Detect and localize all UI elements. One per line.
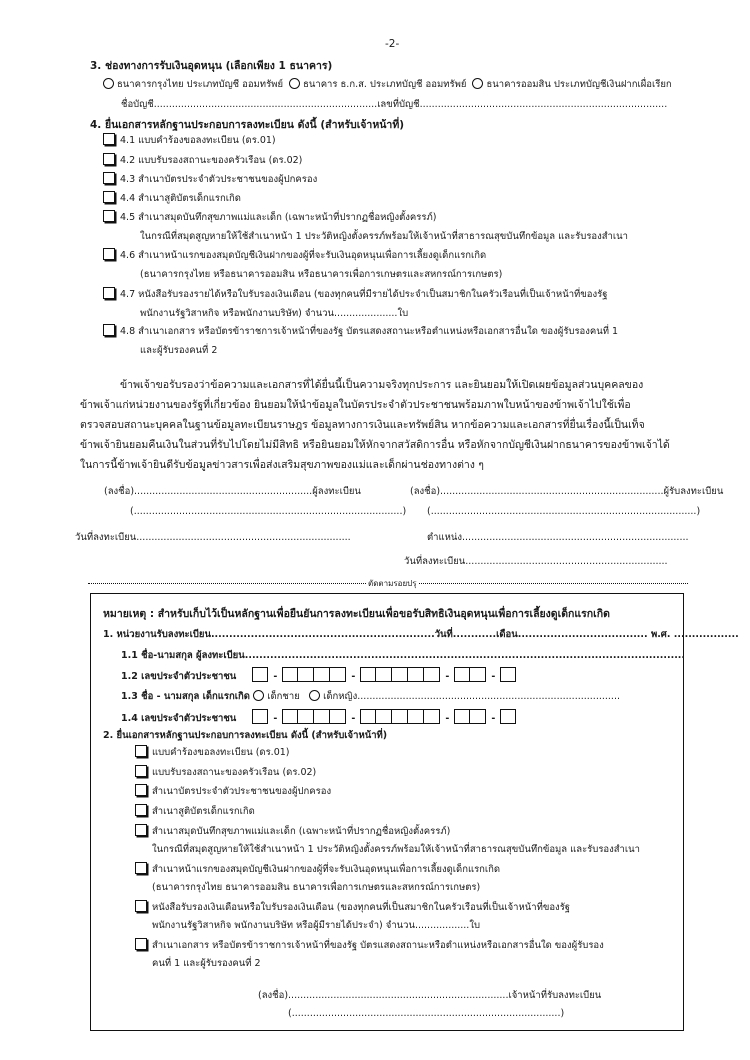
cut-line-label: ตัดตามรอยปรุ bbox=[368, 579, 417, 588]
receipt-doc-item[interactable]: แบบรับรองสถานะของครัวเรือน (ดร.02) bbox=[135, 765, 316, 780]
checkbox-icon[interactable] bbox=[103, 133, 115, 145]
id-digit-box[interactable] bbox=[252, 709, 268, 724]
id-digit-box[interactable] bbox=[376, 709, 392, 724]
bank-option-gsb[interactable]: ธนาคารออมสิน ประเภทบัญชีเงินฝากเผื่อเรียก bbox=[472, 79, 671, 90]
checkbox-icon[interactable] bbox=[135, 784, 147, 796]
id-digit-box[interactable] bbox=[330, 709, 346, 724]
doc-item[interactable]: 4.3 สำเนาบัตรประจำตัวประชาชนของผู้ปกครอง bbox=[103, 172, 317, 187]
doc-item[interactable]: 4.6 สำเนาหน้าแรกของสมุดบัญชีเงินฝากของผู้ที่จะรับเงินอุดหนุนเพื่อการเลี้ยงดูเด็กแรกเกิด bbox=[103, 248, 486, 263]
bank-option-baac[interactable]: ธนาคาร ธ.ก.ส. ประเภทบัญชี ออมทรัพย์ bbox=[289, 79, 466, 90]
radio-icon[interactable] bbox=[472, 78, 483, 89]
receipt-applicant-name[interactable]: 1.1 ชื่อ-นามสกุล ผู้ลงทะเบียน.......................................................................................................................... bbox=[121, 650, 686, 661]
id-digit-box[interactable] bbox=[392, 709, 408, 724]
bank-option-ktb[interactable]: ธนาคารกรุงไทย ประเภทบัญชี ออมทรัพย์ bbox=[103, 79, 283, 90]
radio-icon[interactable] bbox=[309, 690, 320, 701]
receipt-note: หมายเหตุ : สำหรับเก็บไว้เป็นหลักฐานเพื่อยืนยันการลงทะเบียนเพื่อขอรับสิทธิเงินอุดหนุนเพื่อการเลี้ยงดูเด็กแรกเกิด bbox=[103, 608, 610, 620]
id-digit-box[interactable] bbox=[408, 667, 424, 682]
declaration-line: ข้าพเจ้ายินยอมคืนเงินในส่วนที่รับไปโดยไม่มีสิทธิ หรือยินยอมให้หักจากสวัสดิการอื่น หรือหักจากบัญชีเงินฝากธนาคารของข้าพเจ้าได้ bbox=[80, 439, 670, 451]
id-digit-box[interactable] bbox=[314, 667, 330, 682]
receipt-doc-item[interactable]: แบบคำร้องขอลงทะเบียน (ดร.01) bbox=[135, 745, 290, 760]
officer-signature[interactable]: (ลงชื่อ)..........................................................................ผู้รับลงทะเบียน bbox=[410, 486, 724, 497]
receipt-officer-signature[interactable]: (ลงชื่อ).........................................................................เจ้าหน้าที่รับลงทะเบียน bbox=[258, 990, 602, 1001]
id-digit-box[interactable] bbox=[282, 667, 298, 682]
declaration-line: ข้าพเจ้าแก่หน่วยงานของรัฐที่เกี่ยวข้อง ยินยอมให้นำข้อมูลในบัตรประจำตัวประชาชนพร้อมภาพใบหน้าของข้าพเจ้าไปใช้เพื่อ bbox=[80, 399, 631, 411]
id-digit-box[interactable] bbox=[470, 667, 486, 682]
id-group-3 bbox=[360, 667, 440, 682]
girl-label: เด็กหญิง bbox=[323, 691, 358, 702]
id-digit-box[interactable] bbox=[454, 709, 470, 724]
checkbox-icon[interactable] bbox=[103, 153, 115, 165]
receipt-child-name: 1.3 ชื่อ - นามสกุล เด็กแรกเกิด เด็กชาย เด็กหญิง....................................................................................... bbox=[121, 691, 620, 702]
checkbox-icon[interactable] bbox=[135, 862, 147, 874]
checkbox-icon[interactable] bbox=[135, 938, 147, 950]
checkbox-icon[interactable] bbox=[135, 900, 147, 912]
declaration-line: ตรวจสอบสถานะบุคคลในฐานข้อมูลทะเบียนราษฎร ข้อมูลทางการเงินและทรัพย์สิน หากข้อความและเอกสารที่ยื่นเรื่องนี้เป็นเท็จ bbox=[80, 419, 645, 431]
receipt-doc-item-continuation: ในกรณีที่สมุดสูญหายให้ใช้สำเนาหน้า 1 ประวัติหญิงตั้งครรภ์พร้อมให้เจ้าหน้าที่สาธารณสุขบันทึกข้อมูล และรับรองสำเนา bbox=[152, 844, 640, 855]
doc-item[interactable]: 4.8 สำเนาเอกสาร หรือบัตรข้าราชการเจ้าหน้าที่ของรัฐ บัตรแสดงสถานะหรือตำแหน่งหรือเอกสารอื่นใด ของผู้รับรองคนที่ 1 bbox=[103, 324, 618, 339]
receipt-doc-item[interactable]: สำเนาหน้าแรกของสมุดบัญชีเงินฝากของผู้ที่จะรับเงินอุดหนุนเพื่อการเลี้ยงดูเด็กแรกเกิด bbox=[135, 862, 500, 877]
officer-position[interactable]: ตำแหน่ง........................................................................... bbox=[427, 532, 689, 543]
id-digit-box[interactable] bbox=[298, 709, 314, 724]
radio-icon[interactable] bbox=[253, 690, 264, 701]
id-digit-box[interactable] bbox=[282, 709, 298, 724]
account-line[interactable]: ชื่อบัญชี..........................................................................เลขที่บัญชี.................................................................................. bbox=[121, 99, 668, 110]
boy-label: เด็กชาย bbox=[267, 691, 300, 702]
applicant-date[interactable]: วันที่ลงทะเบียน....................................................................... bbox=[75, 532, 351, 543]
receipt-doc-item-continuation: พนักงานรัฐวิสาหกิจ พนักงานบริษัท หรือผู้มีรายได้ประจำ) จำนวน..................ใบ bbox=[152, 920, 481, 931]
id-digit-box[interactable] bbox=[500, 667, 516, 682]
applicant-name[interactable]: (.........................................................................................) bbox=[130, 506, 407, 517]
checkbox-icon[interactable] bbox=[135, 765, 147, 777]
page-number: -2- bbox=[385, 38, 400, 50]
receipt-docs-title: 2. ยื่นเอกสารหลักฐานประกอบการลงทะเบียน ดังนี้ (สำหรับเจ้าหน้าที่) bbox=[103, 730, 388, 741]
doc-item[interactable]: 4.2 แบบรับรองสถานะของครัวเรือน (ดร.02) bbox=[103, 153, 302, 168]
id-digit-box[interactable] bbox=[360, 709, 376, 724]
receipt-doc-item-continuation: คนที่ 1 และผู้รับรองคนที่ 2 bbox=[152, 958, 261, 969]
id-digit-box[interactable] bbox=[454, 667, 470, 682]
id-group-5 bbox=[500, 667, 516, 682]
officer-date[interactable]: วันที่ลงทะเบียน................................................................... bbox=[404, 556, 668, 567]
checkbox-icon[interactable] bbox=[103, 172, 115, 184]
officer-name[interactable]: (........................................................................................) bbox=[427, 506, 701, 517]
id-digit-box[interactable] bbox=[298, 667, 314, 682]
id-digit-box[interactable] bbox=[470, 709, 486, 724]
checkbox-icon[interactable] bbox=[103, 191, 115, 203]
doc-item[interactable]: 4.1 แบบคำร้องขอลงทะเบียน (ดร.01) bbox=[103, 133, 276, 148]
declaration-line: ข้าพเจ้าขอรับรองว่าข้อความและเอกสารที่ได้ยื่นนี้เป็นความจริงทุกประการ และยินยอมให้เปิดเผยข้อมูลส่วนบุคคลของ bbox=[120, 379, 644, 391]
id-digit-box[interactable] bbox=[424, 667, 440, 682]
id-digit-box[interactable] bbox=[392, 667, 408, 682]
radio-icon[interactable] bbox=[289, 78, 300, 89]
id-digit-box[interactable] bbox=[424, 709, 440, 724]
id-digit-box[interactable] bbox=[314, 709, 330, 724]
id-group-2 bbox=[282, 667, 346, 682]
doc-item[interactable]: 4.4 สำเนาสูติบัตรเด็กแรกเกิด bbox=[103, 191, 241, 206]
receipt-doc-item[interactable]: สำเนาสูติบัตรเด็กแรกเกิด bbox=[135, 804, 255, 819]
doc-item-continuation: ในกรณีที่สมุดสูญหายให้ใช้สำเนาหน้า 1 ประวัติหญิงตั้งครรภ์พร้อมให้เจ้าหน้าที่สาธารณสุขบันทึกข้อมูล และรับรองสำเนา bbox=[140, 231, 628, 242]
checkbox-icon[interactable] bbox=[103, 287, 115, 299]
section4-title: 4. ยื่นเอกสารหลักฐานประกอบการลงทะเบียน ดังนี้ (สำหรับเจ้าหน้าที่) bbox=[90, 119, 405, 131]
checkbox-icon[interactable] bbox=[135, 745, 147, 757]
doc-item[interactable]: 4.7 หนังสือรับรองรายได้หรือใบรับรองเงินเดือน (ของทุกคนที่มีรายได้ประจำเป็นสมาชิกในครัวเรือนที่เป็นเจ้าหน้าที่ของรัฐ bbox=[103, 287, 607, 302]
receipt-doc-item-continuation: (ธนาคารกรุงไทย ธนาคารออมสิน ธนาคารเพื่อการเกษตรและสหกรณ์การเกษตร) bbox=[152, 882, 481, 893]
radio-icon[interactable] bbox=[103, 78, 114, 89]
id-digit-box[interactable] bbox=[408, 709, 424, 724]
doc-item-continuation: พนักงานรัฐวิสาหกิจ หรือพนักงานบริษัท) จำนวน.....................ใบ bbox=[140, 308, 409, 319]
receipt-doc-item[interactable]: สำเนาเอกสาร หรือบัตรข้าราชการเจ้าหน้าที่ของรัฐ บัตรแสดงสถานะหรือตำแหน่งหรือเอกสารอื่นใด ของผู้รับรอง bbox=[135, 938, 604, 953]
receipt-doc-item[interactable]: สำเนาสมุดบันทึกสุขภาพแม่และเด็ก (เฉพาะหน้าที่ปรากฏชื่อหญิงตั้งครรภ์) bbox=[135, 824, 450, 839]
doc-item-continuation: และผู้รับรองคนที่ 2 bbox=[140, 345, 218, 356]
declaration-line: ในการนี้ข้าพเจ้ายินดีรับข้อมูลข่าวสารเพื่อส่งเสริมสุขภาพของแม่และเด็กผ่านช่องทางต่าง ๆ bbox=[80, 459, 484, 471]
applicant-signature[interactable]: (ลงชื่อ)...........................................................ผู้ลงทะเบียน bbox=[104, 486, 361, 497]
section3-title: 3. ช่องทางการรับเงินอุดหนุน (เลือกเพียง 1 ธนาคาร) bbox=[90, 60, 333, 72]
doc-item[interactable]: 4.5 สำเนาสมุดบันทึกสุขภาพแม่และเด็ก (เฉพาะหน้าที่ปรากฏชื่อหญิงตั้งครรภ์) bbox=[103, 210, 436, 225]
checkbox-icon[interactable] bbox=[103, 248, 115, 260]
id-digit-box[interactable] bbox=[252, 667, 268, 682]
bank-options bbox=[103, 77, 672, 92]
receipt-doc-item[interactable]: หนังสือรับรองเงินเดือนหรือใบรับรองเงินเดือน (ของทุกคนที่เป็นสมาชิกในครัวเรือนที่เป็นเจ้าหน้าที่ของรัฐ bbox=[135, 900, 570, 915]
receipt-doc-item[interactable]: สำเนาบัตรประจำตัวประชาชนของผู้ปกครอง bbox=[135, 784, 331, 799]
receipt-id-row: 1.2 เลขประจำตัวประชาชน - - - - bbox=[121, 667, 516, 684]
checkbox-icon[interactable] bbox=[103, 210, 115, 222]
id-group-4 bbox=[454, 667, 486, 682]
id-group-1 bbox=[252, 667, 268, 682]
receipt-unit[interactable]: 1. หน่วยงานรับลงทะเบียน..............................................................วันที่............เดือน.................................... พ.ศ. .................. bbox=[103, 629, 739, 640]
receipt-officer-name[interactable]: (.........................................................................................) bbox=[288, 1008, 565, 1019]
receipt-child-id-row: 1.4 เลขประจำตัวประชาชน - - - - bbox=[121, 709, 516, 726]
id-digit-box[interactable] bbox=[500, 709, 516, 724]
checkbox-icon[interactable] bbox=[135, 824, 147, 836]
id-digit-box[interactable] bbox=[360, 667, 376, 682]
doc-item-continuation: (ธนาคารกรุงไทย หรือธนาคารออมสิน หรือธนาคารเพื่อการเกษตรและสหกรณ์การเกษตร) bbox=[140, 269, 503, 280]
checkbox-icon[interactable] bbox=[103, 324, 115, 336]
id-digit-box[interactable] bbox=[376, 667, 392, 682]
id-digit-box[interactable] bbox=[330, 667, 346, 682]
checkbox-icon[interactable] bbox=[135, 804, 147, 816]
